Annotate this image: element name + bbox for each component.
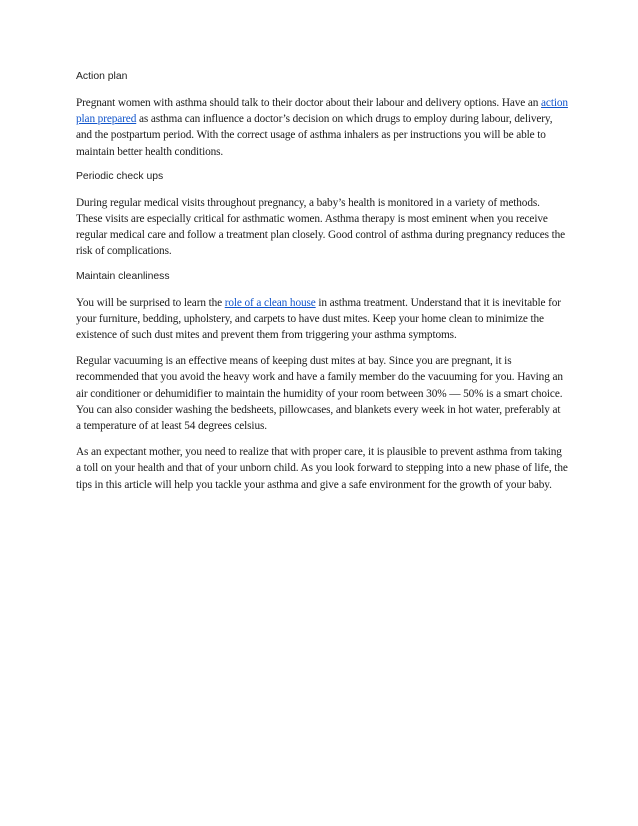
paragraph-text: as asthma can influence a doctor’s decision on which drugs to employ during labour, delivery, and the postpartum period. With the correct usage of asthma inhalers as per instructions you will be able to maintain better health conditions.: [76, 113, 553, 158]
paragraph: [76, 95, 568, 160]
paragraph-text: You will be surprised to learn the: [76, 296, 225, 309]
action-plan-link[interactable]: action plan prepared: [76, 97, 568, 126]
document-page: [76, 70, 568, 503]
paragraph: Regular vacuuming is an effective means of keeping dust mites at bay. Since you are pregnant, it is recommended that you avoid the heavy work and have a family member do the vacuuming for you. Having an air conditioner or dehumidifier to maintain the humidity of your room between 30% — 50% is a smart choice. You can also consider washing the bedsheets, pillowcases, and blankets every week in hot water, preferably at a temperature of at least 54 degrees celsius.: [76, 355, 563, 433]
section-maintain-cleanliness: [76, 270, 568, 493]
section-heading: Action plan: [76, 71, 128, 82]
paragraph-text: in asthma treatment. Understand that it is inevitable for your furniture, bedding, upholstery, and carpets to have dust mites. Keep your home clean to minimize the existence of such dust mites and prevent them from triggering your asthma symptoms.: [76, 296, 561, 342]
paragraph: [76, 295, 568, 344]
paragraph: During regular medical visits throughout pregnancy, a baby’s health is monitored in a variety of methods. These visits are especially critical for asthmatic women. Asthma therapy is most eminent when you receive regular medical care and follow a treatment plan closely. Good control of asthma during pregnancy reduces the risk of complications.: [76, 196, 566, 258]
section-heading: Maintain cleanliness: [76, 270, 170, 282]
section-action-plan: [76, 70, 568, 160]
section-heading: Periodic check ups: [76, 170, 164, 182]
paragraph-text: Pregnant women with asthma should talk to their doctor about their labour and delivery options. Have an: [76, 97, 542, 109]
paragraph: As an expectant mother, you need to realize that with proper care, it is plausible to prevent asthma from taking a toll on your health and that of your unborn child. As you look forward to stepping into a new phase of life, the tips in this article will help you tackle your asthma and give a safe environment for the growth of your baby.: [76, 446, 568, 491]
clean-house-link[interactable]: role of a clean house: [224, 296, 316, 309]
section-periodic-check-ups: [76, 170, 568, 260]
